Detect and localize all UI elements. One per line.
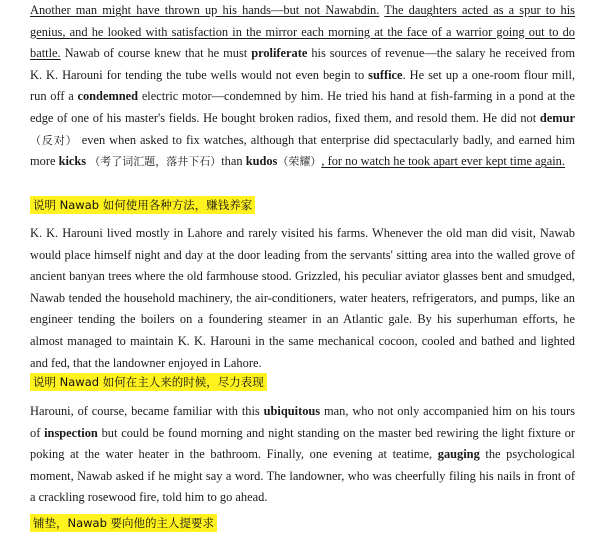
vocab-inspection: inspection — [44, 425, 98, 440]
paragraph-1 — [30, 0, 575, 173]
text-run: . He set up a one-room flour mill, run off a — [30, 67, 575, 104]
vocab-suffice: suffice — [368, 67, 403, 82]
vocab-kicks: kicks — [58, 154, 87, 169]
annotation-note-3: 铺垫，Nawab 要向他的主人提要求 — [30, 514, 217, 532]
text-run: but could be found morning and night standing on the master bed rewiring the light fixture or poking at the water heater in the bathroom. Finally, one evening at teatime, — [30, 425, 575, 462]
text-run: electric motor—condemned by him. He tried his hand at fish-farming in a pond at the edge of one of his master's fields. He bought broken radios, fixed them, and resold them. He did not — [30, 89, 576, 125]
text-run: than — [221, 154, 243, 169]
underlined-sentence-3: , for no watch he took apart ever kept time again. — [321, 154, 565, 169]
underlined-sentence-2: The daughters acted as a spur to his genius, and he looked with satisfaction in the mirror each morning at the face of a warrior going out to do battle. — [30, 3, 576, 61]
paragraph-3 — [30, 401, 575, 509]
vocab-proliferate: proliferate — [251, 46, 308, 61]
vocab-condemned: condemned — [77, 89, 139, 104]
paragraph-2: K. K. Harouni lived mostly in Lahore and rarely visited his farms. Whenever the old man did visit, Nawab would place himself night and day at the door leading from the servants' sitting area into the walled grove of ancient banyan trees where the old farmhouse stood. Grizzled, his peculiar aviator glasses bent and smudged, Nawab tended the household machinery, the air-conditioners, water heaters, refrigerators, and pumps, like an engineer tending the boilers on a foundering steamer in an Atlantic gale. By his superhuman efforts, he almost managed to maintain K. K. Harouni in the same mechanical cocoon, cooled and bathed and lighted and fed, that the landowner enjoyed in Lahore. — [30, 226, 575, 370]
text-run: Nawab of course knew that he must — [64, 46, 248, 61]
vocab-kudos: kudos — [245, 154, 278, 169]
text-run: Harouni, of course, became familiar with this — [30, 404, 260, 418]
annotation-note-2: 说明 Nawad 如何在主人来的时候，尽力表现 — [30, 373, 267, 391]
text-run: man, who not only accompanied him on his tours of — [30, 404, 575, 440]
text-run: even when asked to fix watches, although that enterprise did spectacularly badly, and earned him more — [30, 132, 575, 169]
vocab-ubiquitous: ubiquitous — [263, 404, 321, 418]
vocab-gauging: gauging — [437, 447, 480, 462]
gloss-demur: （反对） — [30, 133, 78, 147]
gloss-kudos: （荣耀） — [277, 155, 322, 169]
vocab-demur: demur — [539, 110, 575, 125]
text-run: the psychological moment, Nawab asked if he might say a word. The landowner, who was cheerfully filing his nails in front of a crackling rosewood fire, told him to go ahead. — [30, 447, 575, 505]
text-run: his sources of revenue—the salary he received from K. K. Harouni for tending the tube wells would not even begin to — [30, 46, 575, 82]
annotation-note-1: 说明 Nawab 如何使用各种方法，赚钱养家 — [30, 196, 255, 214]
gloss-kicks: （考了词汇题，落井下石） — [89, 155, 222, 169]
underlined-sentence-1: Another man might have thrown up his hands—but not Nawabdin. — [30, 3, 380, 17]
